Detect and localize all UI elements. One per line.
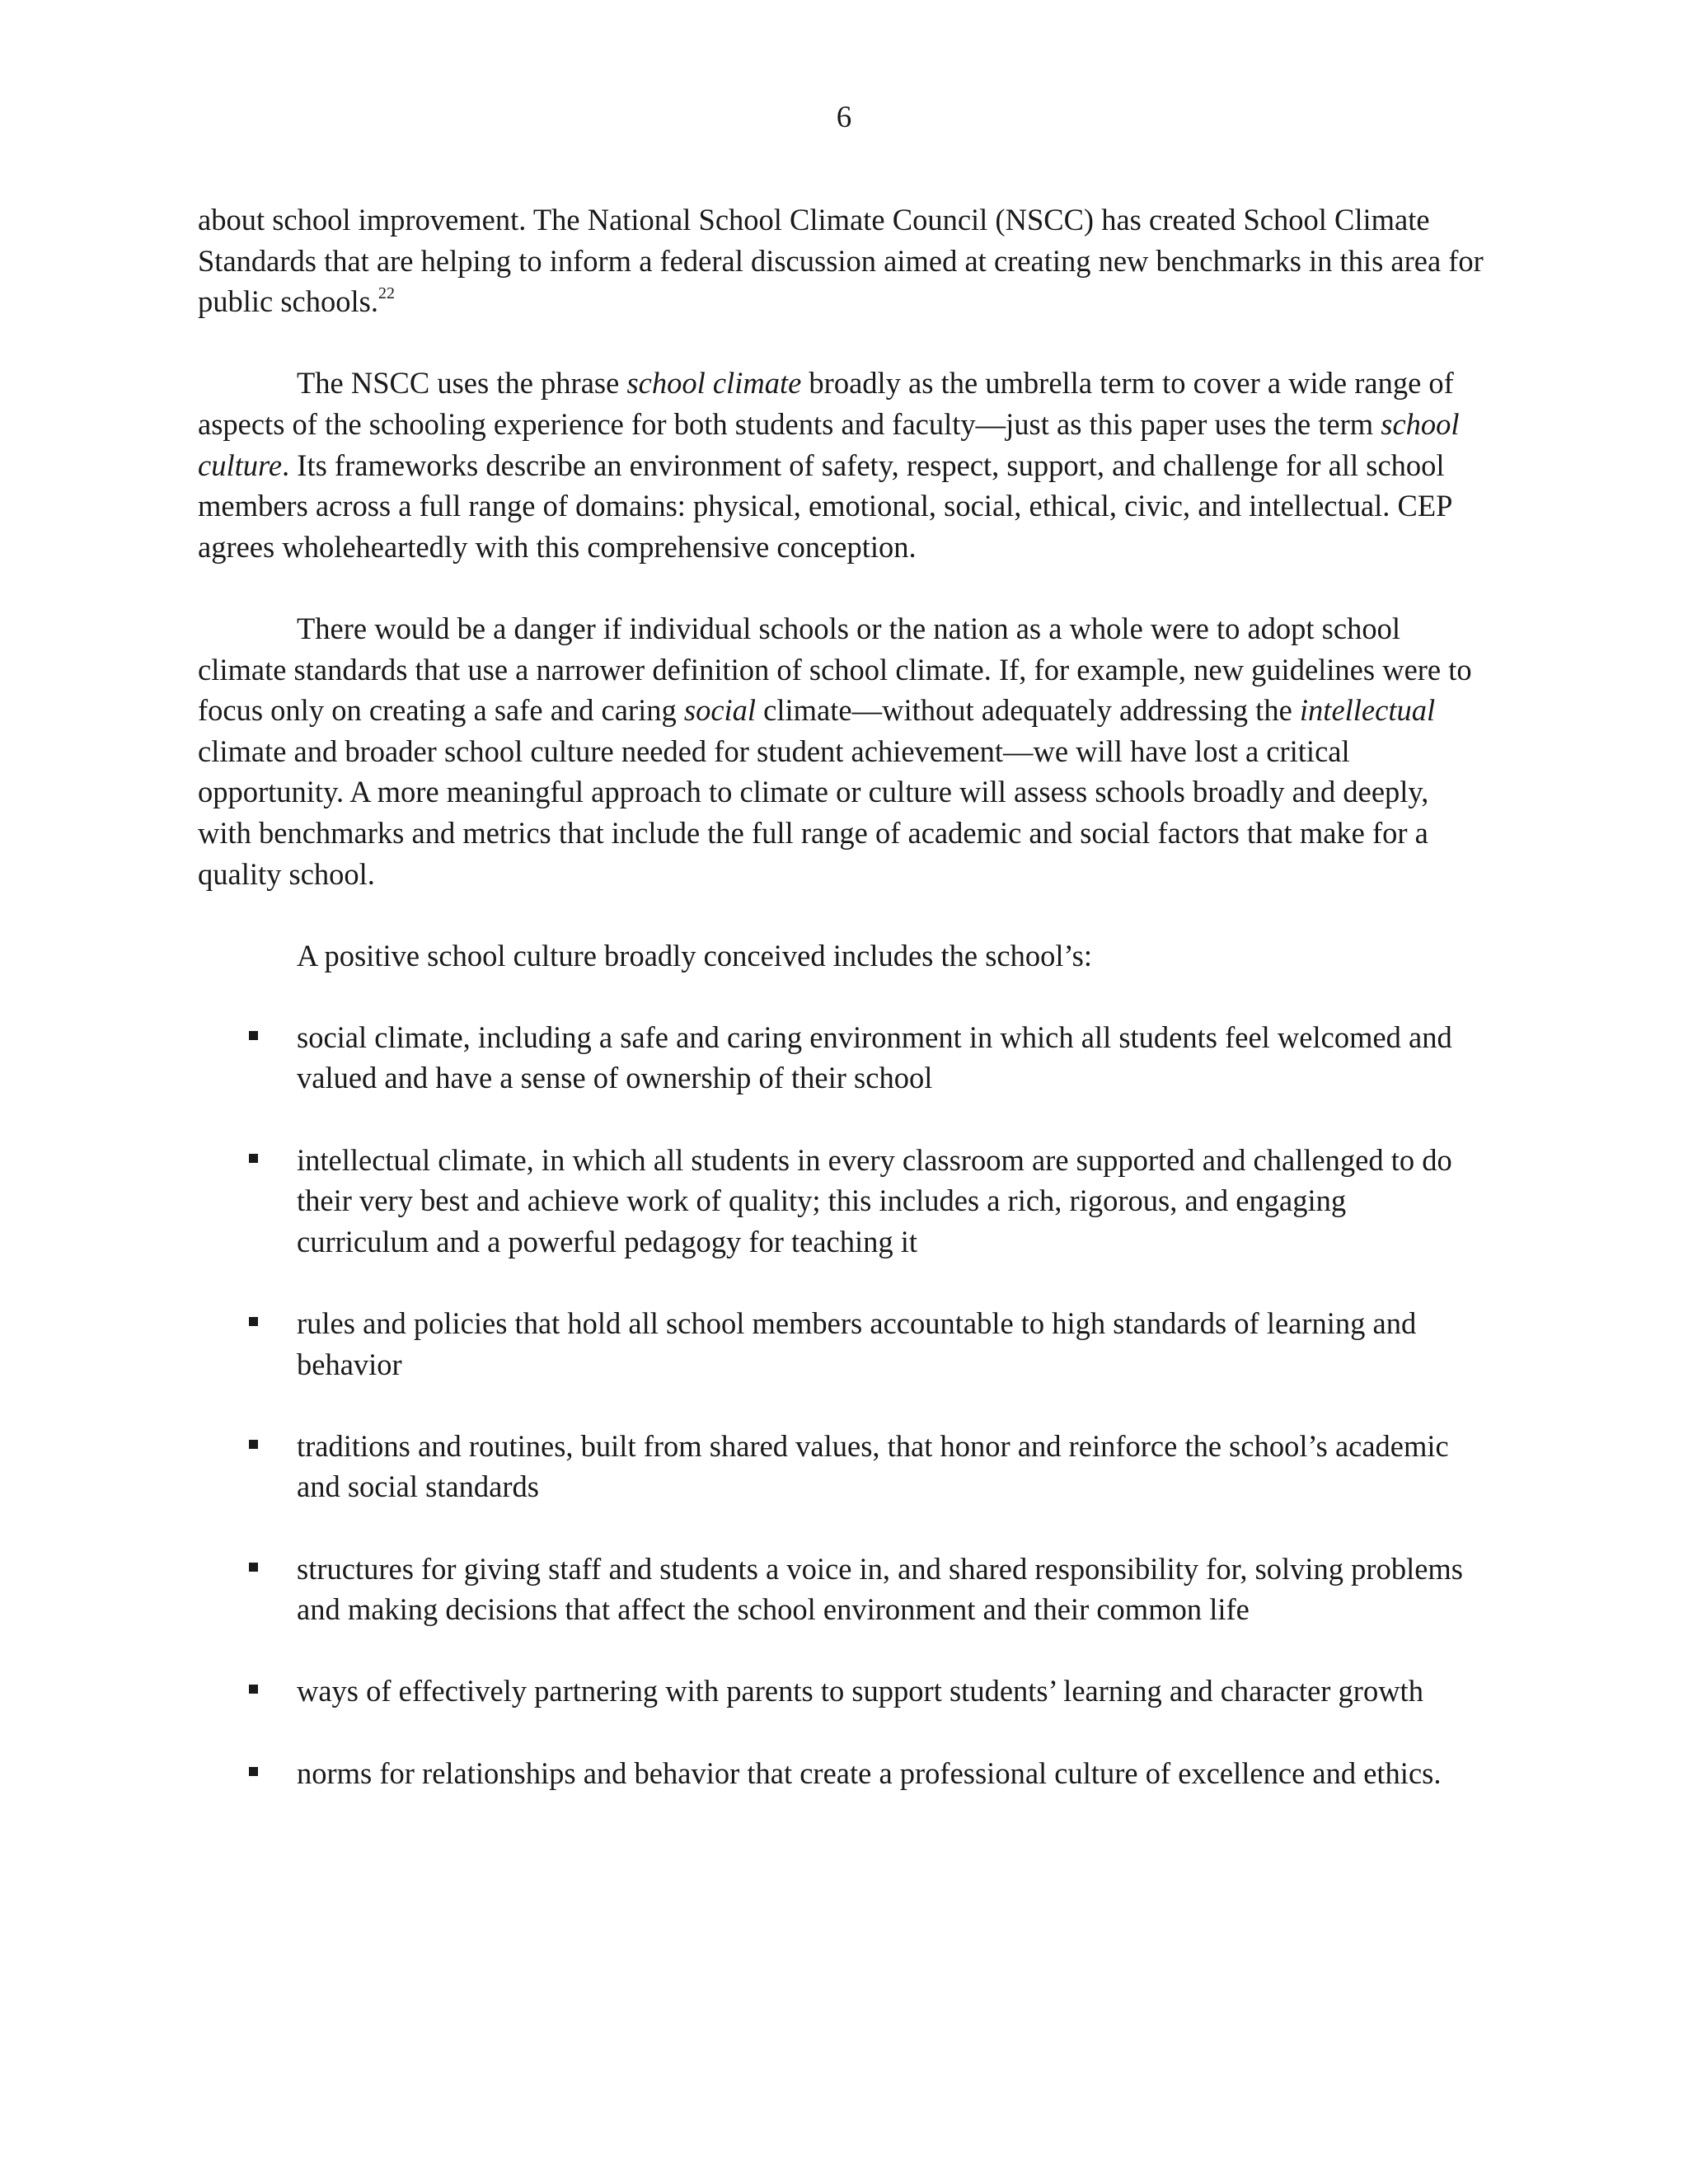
page-number: 6 <box>836 101 852 134</box>
list-item-text: social climate, including a safe and caring environment in which all students feel welcomed and valued and have a sense of ownership of their school <box>297 1019 1452 1095</box>
list-item <box>198 1017 1484 1099</box>
paragraph-text-segment: climate and broader school culture needed for student achievement—we will have lost a critical opportunity. A more meaningful approach to climate or culture will assess schools broadly and deeply, with benchmarks and metrics that include the full range of academic and social factors that make for a quality school. <box>198 733 1429 891</box>
italic-term-social: social <box>683 693 757 728</box>
list-item-text: ways of effectively partnering with parents to support students’ learning and character growth <box>297 1674 1423 1708</box>
square-bullet-icon <box>249 1563 258 1572</box>
paragraph-list-intro: A positive school culture broadly conceived includes the school’s: <box>297 938 1093 972</box>
square-bullet-icon <box>249 1440 258 1449</box>
list-item <box>198 1426 1484 1507</box>
italic-term-intellectual: intellectual <box>1299 693 1436 728</box>
paragraph-text-segment: There would be a danger if individual schools or the nation as a whole were to adopt school climate standards that use a narrower definition of school climate. If, for example, new guidelines were to focus only on creating a safe and caring <box>198 611 1472 728</box>
paragraph-text-segment: broadly as the umbrella term to cover a wide range of aspects of the schooling experience for both students and faculty—just as this paper uses the term <box>198 366 1454 441</box>
list-item-text: rules and policies that hold all school members accountable to high standards of learning and behavior <box>297 1306 1417 1381</box>
paragraph-narrow-definition-danger <box>198 608 1484 894</box>
italic-term-school-climate: school climate <box>626 366 802 401</box>
list-item-text: intellectual climate, in which all students in every classroom are supported and challenged to do their very best and achieve work of quality; this includes a rich, rigorous, and engaging curriculum and a powerful pedagogy for teaching it <box>297 1142 1452 1258</box>
list-item <box>198 1671 1484 1712</box>
paragraph-school-improvement <box>198 199 1484 322</box>
square-bullet-icon <box>249 1154 258 1163</box>
paragraph-text-segment: climate—without adequately addressing the <box>756 693 1300 728</box>
paragraph-text-segment: . Its frameworks describe an environment of safety, respect, support, and challenge for all school members across a full range of domains: physical, emotional, social, ethical, civic, and intellectual. CEP agrees wholeheartedly with this comprehensive conception. <box>198 448 1452 564</box>
bullet-list-school-culture <box>198 1017 1484 1793</box>
paragraph-text: about school improvement. The National School Climate Council (NSCC) has created School Climate Standards that are helping to inform a federal discussion aimed at creating new benchmarks in this area for public schools. <box>198 203 1484 319</box>
list-item <box>198 1753 1484 1794</box>
list-item <box>198 1140 1484 1263</box>
square-bullet-icon <box>249 1767 258 1776</box>
paragraph-text-segment: The NSCC uses the phrase <box>297 366 627 401</box>
list-item-text: norms for relationships and behavior that create a professional culture of excellence and ethics. <box>297 1755 1442 1790</box>
square-bullet-icon <box>249 1685 258 1694</box>
italic-term-school-culture: school culture <box>198 406 1460 482</box>
list-item <box>198 1549 1484 1630</box>
list-item-text: structures for giving staff and students a voice in, and shared responsibility for, solving problems and making decisions that affect the school environment and their common life <box>297 1551 1464 1627</box>
square-bullet-icon <box>249 1317 258 1326</box>
list-item <box>198 1303 1484 1385</box>
square-bullet-icon <box>249 1031 258 1040</box>
footnote-reference: 22 <box>377 284 395 303</box>
document-body <box>198 199 1484 1835</box>
paragraph-nscc-definition <box>198 363 1484 567</box>
list-item-text: traditions and routines, built from shared values, that honor and reinforce the school’s academic and social standards <box>297 1428 1449 1504</box>
